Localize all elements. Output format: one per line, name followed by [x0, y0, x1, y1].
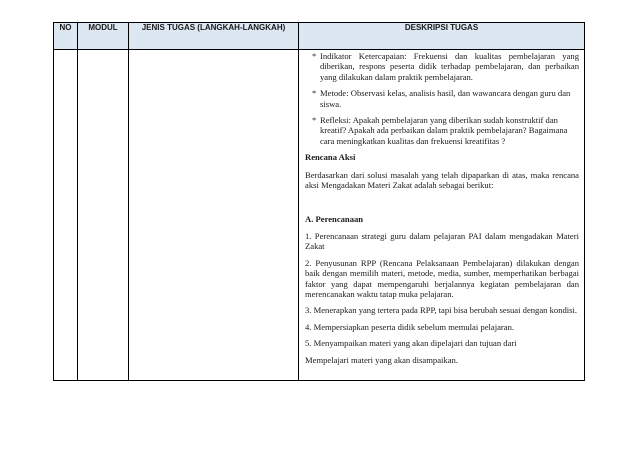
task-table: [53, 22, 585, 381]
table-header-row: [54, 23, 585, 50]
bullet-mark: *: [312, 51, 317, 61]
list-item: 3. Menerapkan yang tertera pada RPP, tapi bisa berubah sesuai dengan kondisi.: [305, 305, 578, 316]
cell-deskripsi: [299, 50, 585, 381]
perencanaan-heading: A. Perencanaan: [305, 214, 364, 225]
bullet-mark: *: [312, 115, 317, 126]
list-item: Mempelajari materi yang akan disampaikan.: [305, 354, 458, 365]
rencana-aksi-heading: Rencana Aksi: [305, 152, 356, 163]
list-item: [305, 115, 579, 146]
cell-modul: [78, 50, 129, 381]
list-item: [305, 51, 579, 82]
list-item: 5. Menyampaikan materi yang akan dipelajari dan tujuan dari: [305, 338, 517, 349]
header-deskripsi-tugas: DESKRIPSI TUGAS: [299, 23, 585, 50]
header-jenis-tugas: JENIS TUGAS (LANGKAH-LANGKAH): [129, 23, 299, 50]
list-item: 1. Perencanaan strategi guru dalam pelajaran PAI dalam mengadakan Materi Zakat: [305, 230, 579, 252]
cell-jenis-tugas: [129, 50, 299, 381]
header-no: NO: [54, 23, 78, 50]
list-item: [305, 88, 579, 109]
list-item: 2. Penyusunan RPP (Rencana Pelaksanaan Pembelajaran) dilakukan dengan baik dengan memilih materi, metode, media, sumber, memperhatikan berbagai faktor yang dapat mempengaruhi berjalannya kegiatan pembelajaran dan merencanakan waktu tatap muka pelajaran.: [305, 257, 579, 299]
bullet-mark: *: [312, 88, 317, 99]
indikator-text: Indikator Ketercapaian: Frekuensi dan kualitas pembelajaran yang diberikan, respons peserta didik terhadap pembelajaran, dan perbaikan yang dilakukan dalam praktik pembelajaran.: [320, 51, 579, 82]
list-item: 4. Mempersiapkan peserta didik sebelum memulai pelajaran.: [305, 321, 515, 332]
metode-text: Metode: Observasi kelas, analisis hasil, dan wawancara dengan guru dan siswa.: [320, 88, 571, 109]
header-modul: MODUL: [78, 23, 129, 50]
refleksi-text: Refleksi: Apakah pembelajaran yang diberikan sudah konstruktif dan kreatif? Apakah ada perbaikan dalam praktik pembelajaran? Bagaimana cara meningkatkan kualitas dan frekuensi kreatifitas ?: [320, 115, 568, 146]
cell-no: [54, 50, 78, 381]
rencana-aksi-intro: Berdasarkan dari solusi masalah yang telah dipaparkan di atas, maka rencana aksi Mengadakan Materi Zakat adalah sebagai berikut:: [305, 169, 579, 191]
table-row: [54, 50, 585, 381]
